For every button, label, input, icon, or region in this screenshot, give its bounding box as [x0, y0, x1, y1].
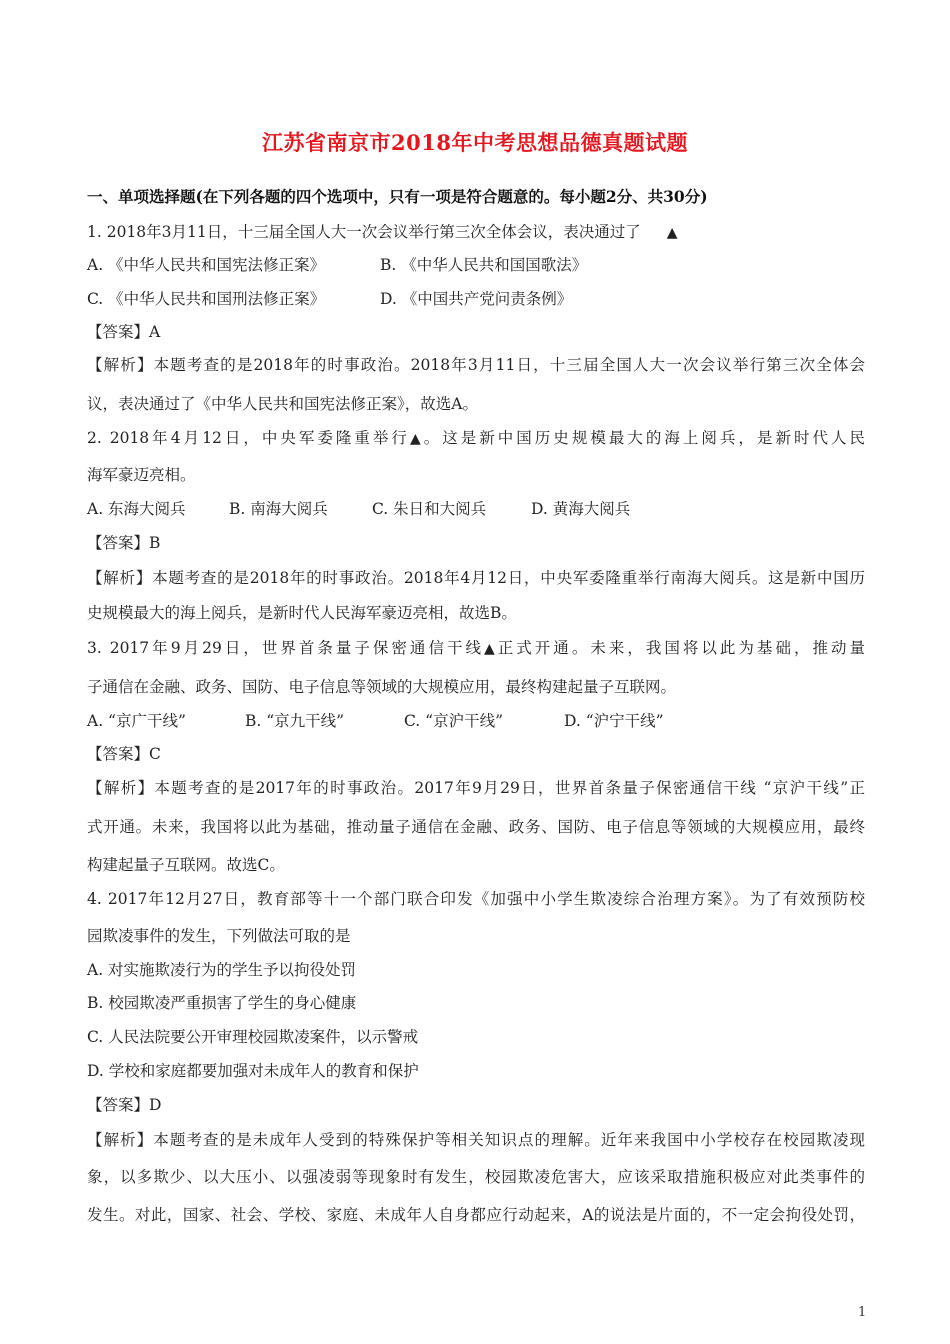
option-d: D. “沪宁干线” — [564, 712, 664, 730]
option-c: C. 《中华人民共和国刑法修正案》 — [87, 290, 326, 308]
question-4-stem-line: 4. 2017年12月27日，教育部等十一个部门联合印发《加强中小学生欺凌综合治理方案》。为了有效预防校 — [87, 890, 865, 908]
blank-triangle-icon: ▲ — [666, 225, 678, 241]
option-d: D. 《中国共产党问责条例》 — [380, 290, 573, 308]
option-c: C. “京沪干线” — [404, 712, 504, 730]
question-3-stem-part-b: 正式开通。未来，我国将以此为基础，推动量 — [494, 639, 865, 657]
question-3-stem-line — [87, 636, 865, 658]
question-3-stem-line-2: 子通信在金融、政务、国防、电子信息等领域的大规模应用，最终构建起量子互联网。 — [87, 678, 677, 696]
question-2-stem-part-b: 。这是新中国历史规模最大的海上阅兵，是新时代人民 — [420, 429, 865, 447]
question-4-analysis-line: 【解析】本题考查的是未成年人受到的特殊保护等相关知识点的理解。近年来我国中小学校存在校园欺凌现 — [87, 1131, 865, 1149]
question-4-analysis-line: 象，以多欺少、以大压小、以强凌弱等现象时有发生，校园欺凌危害大，应该采取措施积极应对此类事件的 — [87, 1168, 865, 1186]
option-c: C. 朱日和大阅兵 — [372, 500, 487, 518]
question-1-options-row-2 — [87, 287, 572, 309]
option-d: D. 黄海大阅兵 — [531, 500, 631, 518]
option-b: B. “京九干线” — [245, 712, 345, 730]
question-3-stem-part-a: 3. 2017年9月29日，世界首条量子保密通信干线 — [87, 639, 484, 657]
question-2-options — [87, 497, 630, 519]
question-1-stem-line — [87, 220, 678, 242]
question-3-analysis-line: 构建起量子互联网。故选C。 — [87, 856, 285, 874]
question-2-answer: 【答案】B — [87, 534, 161, 552]
page-number: 1 — [858, 1305, 867, 1320]
question-2-stem-line-2: 海军豪迈亮相。 — [87, 466, 196, 484]
page-title: 江苏省南京市2018年中考思想品德真题试题 — [262, 130, 688, 155]
option-a: A. “京广干线” — [87, 712, 186, 730]
question-1-analysis-line: 【解析】本题考查的是2018年的时事政治。2018年3月11日，十三届全国人大一次会议举行第三次全体会 — [87, 356, 865, 374]
question-1-analysis-line: 议，表决通过了《中华人民共和国宪法修正案》，故选A。 — [87, 395, 478, 413]
question-1-answer: 【答案】A — [87, 323, 161, 341]
question-4-analysis-line: 发生。对此，国家、社会、学校、家庭、未成年人自身都应行动起来，A的说法是片面的，不一定会拘役处罚， — [87, 1206, 865, 1224]
option-d: D. 学校和家庭都要加强对未成年人的教育和保护 — [87, 1062, 419, 1080]
question-2-stem-line — [87, 426, 865, 448]
question-2-analysis-line: 史规模最大的海上阅兵，是新时代人民海军豪迈亮相，故选B。 — [87, 604, 517, 622]
option-c: C. 人民法院要公开审理校园欺凌案件，以示警戒 — [87, 1028, 419, 1046]
option-a: A. 对实施欺凌行为的学生予以拘役处罚 — [87, 961, 357, 979]
option-a: A. 东海大阅兵 — [87, 500, 186, 518]
question-3-answer: 【答案】C — [87, 745, 161, 763]
question-2-stem-part-a: 2. 2018年4月12日，中央军委隆重举行 — [87, 429, 410, 447]
question-4-answer: 【答案】D — [87, 1096, 162, 1114]
question-4-stem-line: 园欺凌事件的发生，下列做法可取的是 — [87, 927, 351, 945]
blank-triangle-icon: ▲ — [483, 641, 495, 657]
option-b: B. 南海大阅兵 — [229, 500, 328, 518]
question-1-stem: 1. 2018年3月11日，十三届全国人大一次会议举行第三次全体会议，表决通过了 — [87, 223, 641, 241]
option-a: A. 《中华人民共和国宪法修正案》 — [87, 256, 326, 274]
option-b: B. 校园欺凌严重损害了学生的身心健康 — [87, 994, 357, 1012]
blank-triangle-icon: ▲ — [409, 431, 421, 447]
section-heading: 一、单项选择题(在下列各题的四个选项中，只有一项是符合题意的。每小题2分、共30分) — [87, 187, 708, 206]
option-b: B. 《中华人民共和国国歌法》 — [380, 256, 588, 274]
question-2-analysis-line: 【解析】本题考查的是2018年的时事政治。2018年4月12日，中央军委隆重举行南海大阅兵。这是新中国历 — [87, 569, 865, 587]
question-3-analysis-line: 【解析】本题考查的是2017年的时事政治。2017年9月29日，世界首条量子保密通信干线 “京沪干线”正 — [87, 779, 865, 797]
question-3-options — [87, 709, 664, 731]
question-3-analysis-line: 式开通。未来，我国将以此为基础，推动量子通信在金融、政务、国防、电子信息等领域的大规模应用，最终 — [87, 818, 865, 836]
question-1-options-row-1 — [87, 253, 587, 275]
